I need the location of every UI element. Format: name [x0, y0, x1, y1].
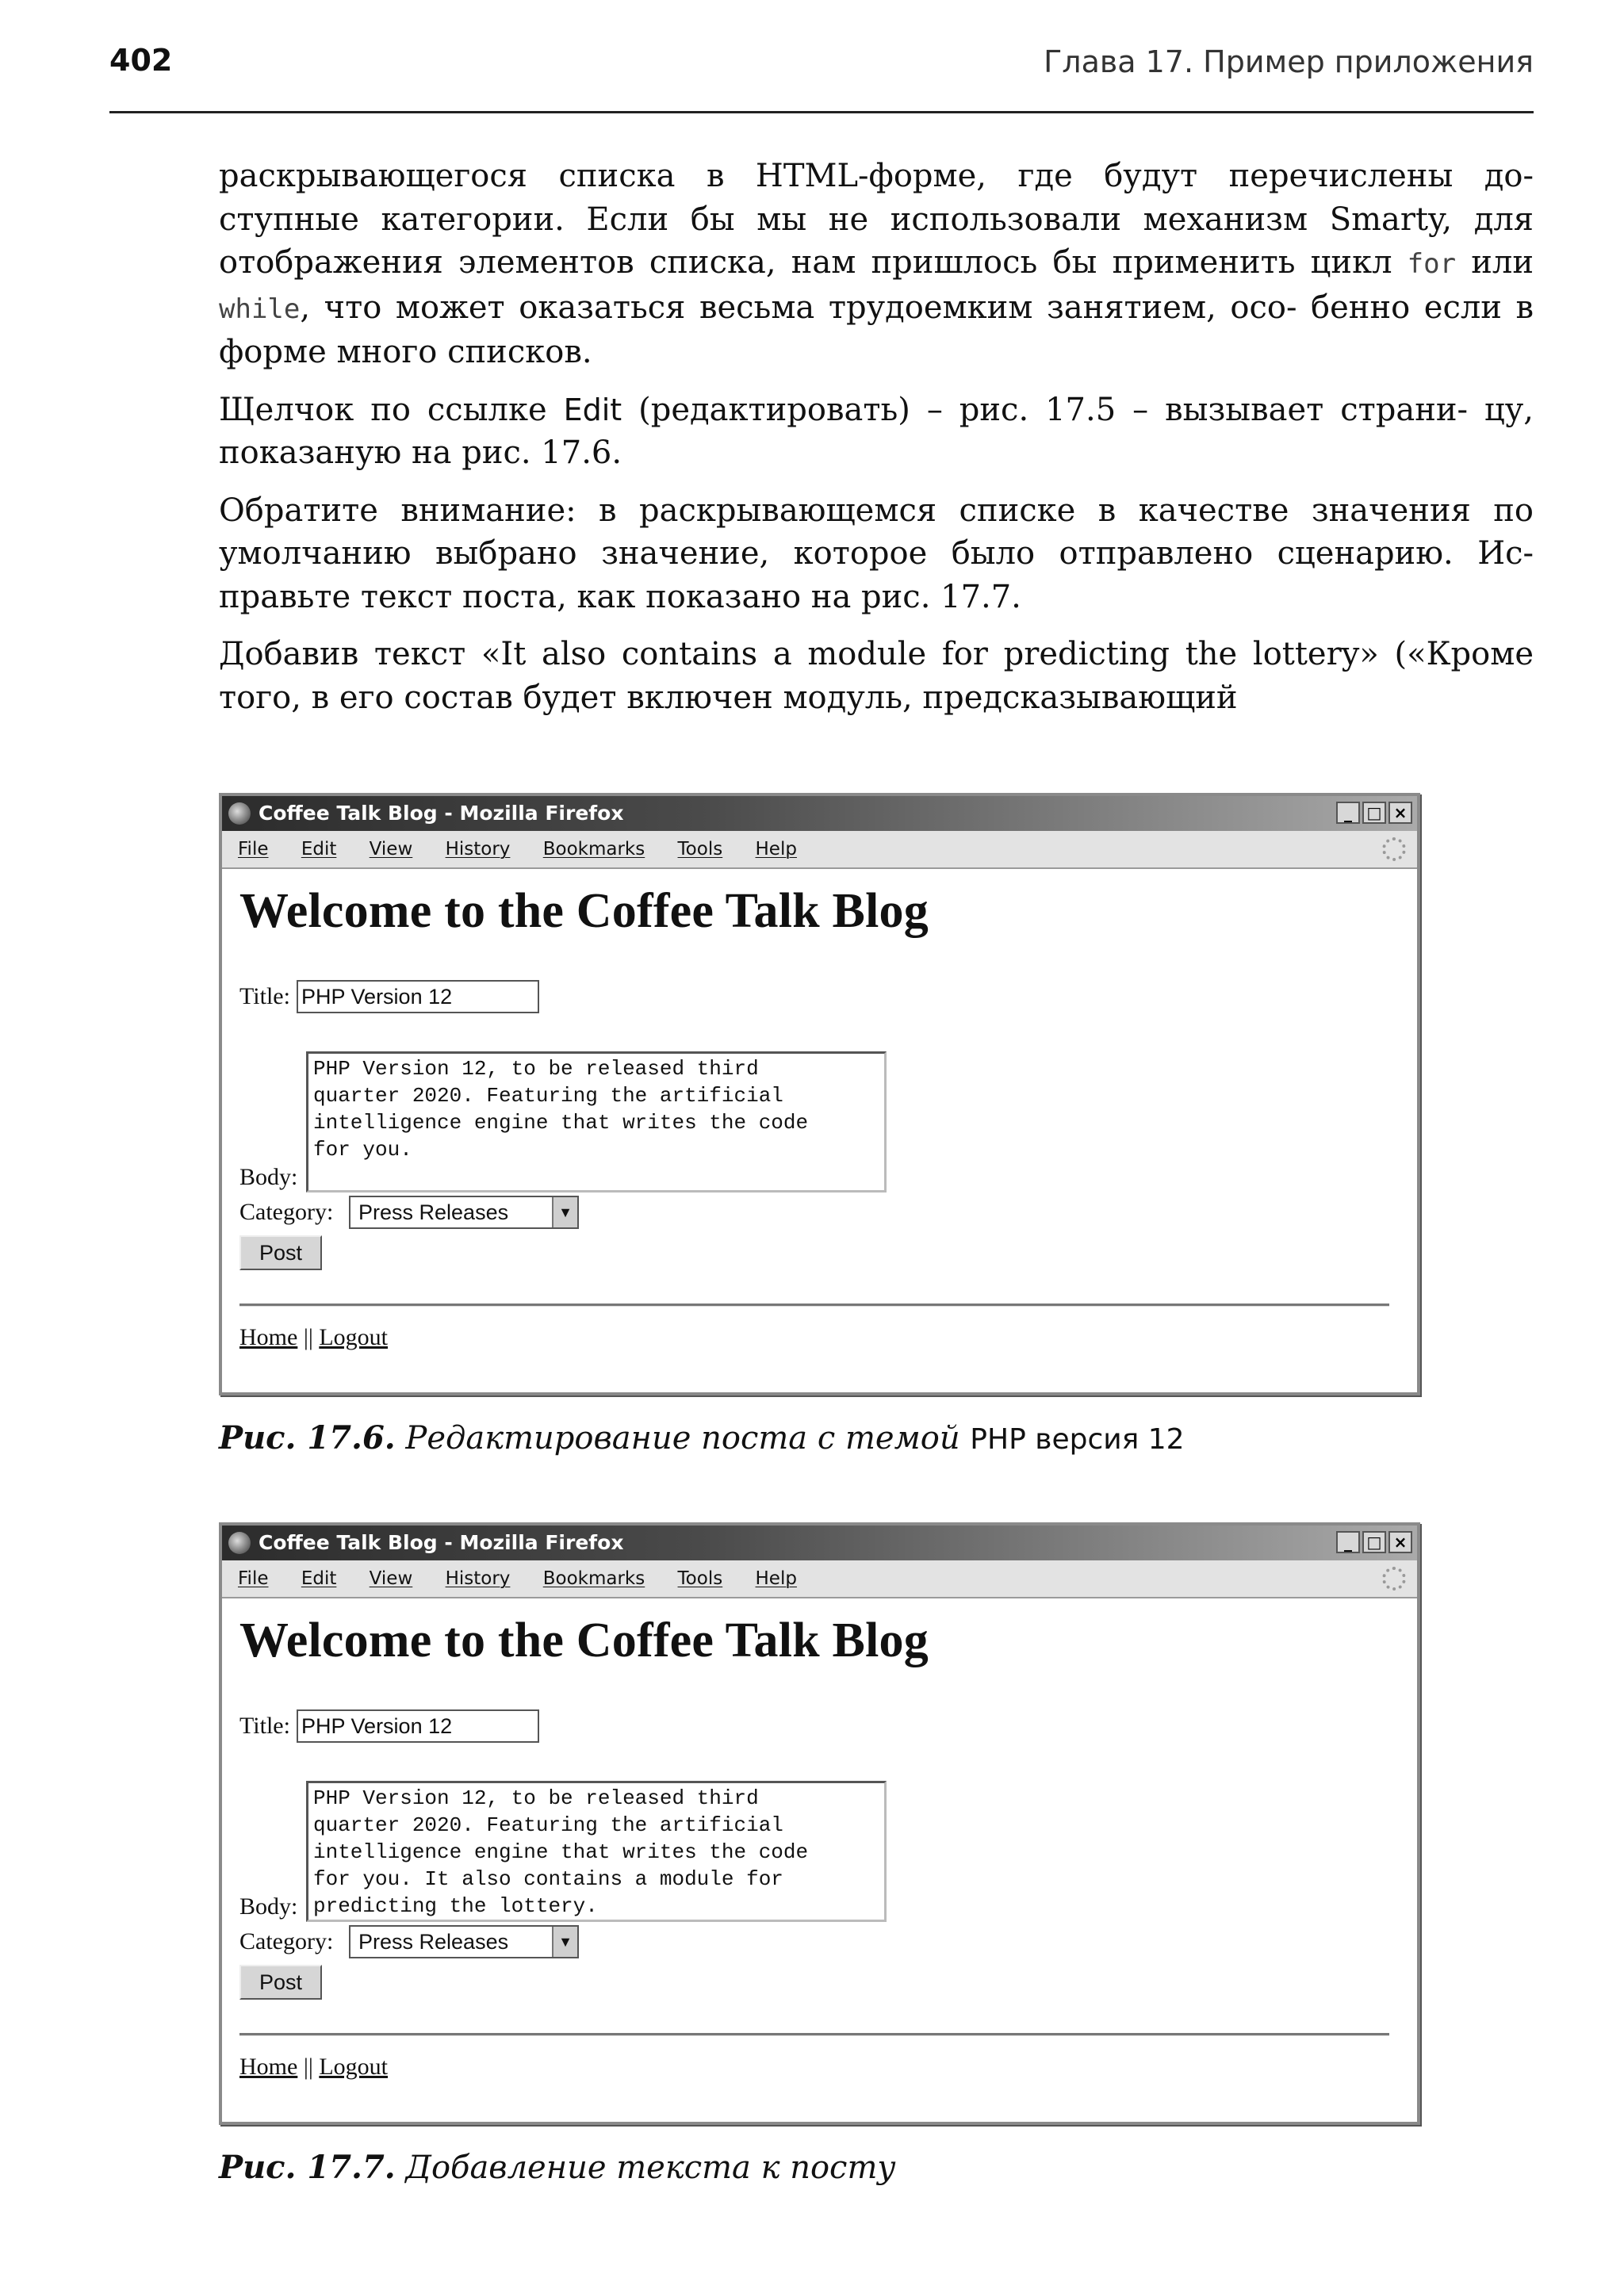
window-controls [1336, 1531, 1412, 1553]
category-select[interactable] [349, 1925, 579, 1958]
text-line: ступные категории. Если бы мы не использовали механизм Smarty, [219, 201, 1453, 238]
menu-file[interactable]: File [238, 1568, 269, 1589]
paragraph-3 [219, 489, 1534, 619]
menu-edit[interactable]: Edit [301, 839, 337, 859]
figure-caption-17-7 [219, 2149, 896, 2186]
caption-label: Рис. 17.7. [219, 2149, 396, 2186]
window-titlebar [222, 796, 1417, 831]
text-line: Добавив текст «It also contains a module for predicting the lottery» [219, 636, 1379, 672]
throbber-icon [1382, 837, 1406, 861]
text-line: для отображения элементов списка, нам пришлось бы применить цикл [219, 201, 1534, 281]
throbber-icon [1382, 1567, 1406, 1591]
firefox-icon [228, 802, 251, 825]
paragraph-4 [219, 633, 1534, 719]
menubar [222, 1560, 1417, 1598]
menubar [222, 831, 1417, 869]
body-textarea[interactable]: PHP Version 12, to be released third quarter 2020. Featuring the artificial intelligence engine that writes the code for you. [306, 1051, 887, 1193]
close-button[interactable]: × [1388, 802, 1412, 824]
text-line: раскрывающегося списка в HTML-форме, где будут перечислены до- [219, 158, 1534, 194]
code-while: while [219, 293, 301, 325]
category-select[interactable] [349, 1196, 579, 1229]
figure-caption-17-6 [219, 1419, 1185, 1457]
category-label: Category: [239, 1199, 334, 1225]
home-link[interactable]: Home [239, 2054, 298, 2080]
menu-help[interactable]: Help [755, 839, 797, 859]
horizontal-rule [239, 2033, 1389, 2036]
post-button[interactable]: Post [239, 1235, 322, 1270]
text-fragment: или [1456, 244, 1534, 281]
page-number: 402 [109, 43, 173, 78]
maximize-button[interactable]: □ [1362, 1531, 1386, 1553]
window-title: Coffee Talk Blog - Mozilla Firefox [259, 802, 624, 825]
menu-help[interactable]: Help [755, 1568, 797, 1589]
menu-edit[interactable]: Edit [301, 1568, 337, 1589]
horizontal-rule [239, 1304, 1389, 1307]
paragraph-2 [219, 389, 1534, 475]
body-label: Body: [239, 1893, 298, 1920]
title-input[interactable]: PHP Version 12 [297, 980, 539, 1013]
firefox-icon [228, 1532, 251, 1554]
link-separator: || [303, 1324, 313, 1350]
text-line: бенно если в форме много списков. [219, 289, 1534, 370]
link-separator: || [303, 2054, 313, 2080]
window-title: Coffee Talk Blog - Mozilla Firefox [259, 1531, 624, 1554]
menu-bookmarks[interactable]: Bookmarks [542, 1568, 645, 1589]
window-controls [1336, 802, 1412, 824]
menu-tools[interactable]: Tools [677, 1568, 723, 1589]
browser-window-fig-17-7 [219, 1522, 1420, 2125]
blog-heading: Welcome to the Coffee Talk Blog [239, 1614, 929, 1667]
body-label: Body: [239, 1164, 298, 1190]
maximize-button[interactable]: □ [1362, 802, 1386, 824]
menu-view[interactable]: View [369, 839, 413, 859]
menu-file[interactable]: File [238, 839, 269, 859]
browser-window-fig-17-6 [219, 793, 1420, 1395]
home-link[interactable]: Home [239, 1324, 298, 1350]
text-line: правьте текст поста, как показано на рис. 17.7. [219, 578, 1021, 615]
menu-tools[interactable]: Tools [677, 839, 723, 859]
text-line: умолчанию выбрано значение, которое было отправлено сценарию. Ис- [219, 535, 1534, 572]
title-label: Title: [239, 983, 290, 1009]
text-fragment: (редактировать) – рис. 17.5 – вызывает страни- [622, 391, 1469, 428]
dropdown-arrow-icon[interactable]: ▼ [552, 1197, 577, 1227]
code-for: for [1407, 248, 1457, 280]
footer-links [239, 2054, 388, 2081]
text-fragment: Щелчок по ссылке [219, 391, 564, 428]
category-selected-value: Press Releases [358, 1930, 509, 1954]
text-line: («Кроме того, в его состав будет включен модуль, предсказывающий [219, 636, 1534, 716]
menu-history[interactable]: History [445, 839, 511, 859]
window-titlebar [222, 1526, 1417, 1560]
menu-history[interactable]: History [445, 1568, 511, 1589]
text-line: Обратите внимание: в раскрывающемся списке в качестве значения по [219, 492, 1534, 529]
close-button[interactable]: × [1388, 1531, 1412, 1553]
paragraph-1 [219, 155, 1534, 374]
caption-text: Редактирование поста с темой [395, 1420, 971, 1457]
blog-heading: Welcome to the Coffee Talk Blog [239, 884, 929, 938]
caption-text: Добавление текста к посту [395, 2150, 896, 2186]
title-label: Title: [239, 1713, 290, 1739]
logout-link[interactable]: Logout [319, 1324, 389, 1350]
footer-links [239, 1324, 388, 1351]
minimize-button[interactable]: _ [1336, 1531, 1360, 1553]
title-input[interactable]: PHP Version 12 [297, 1709, 539, 1743]
logout-link[interactable]: Logout [319, 2054, 389, 2080]
text-line: цу, показаную на рис. 17.6. [219, 391, 1534, 471]
text-fragment: , что может оказаться весьма трудоемким занятием, осо- [300, 289, 1297, 326]
caption-label: Рис. 17.6. [219, 1419, 396, 1457]
minimize-button[interactable]: _ [1336, 802, 1360, 824]
post-button[interactable]: Post [239, 1965, 322, 2000]
dropdown-arrow-icon[interactable]: ▼ [552, 1927, 577, 1957]
edit-term: Edit [563, 392, 622, 427]
body-text [219, 155, 1534, 733]
menu-bookmarks[interactable]: Bookmarks [542, 839, 645, 859]
menu-view[interactable]: View [369, 1568, 413, 1589]
caption-code: PHP версия 12 [970, 1423, 1185, 1456]
running-head: Глава 17. Пример приложения [1044, 44, 1534, 79]
category-selected-value: Press Releases [358, 1200, 509, 1224]
body-textarea[interactable]: PHP Version 12, to be released third quarter 2020. Featuring the artificial intelligence engine that writes the code for you. It also contains a module for predicting the lottery. [306, 1781, 887, 1922]
category-label: Category: [239, 1928, 334, 1954]
page-header [109, 43, 1534, 113]
